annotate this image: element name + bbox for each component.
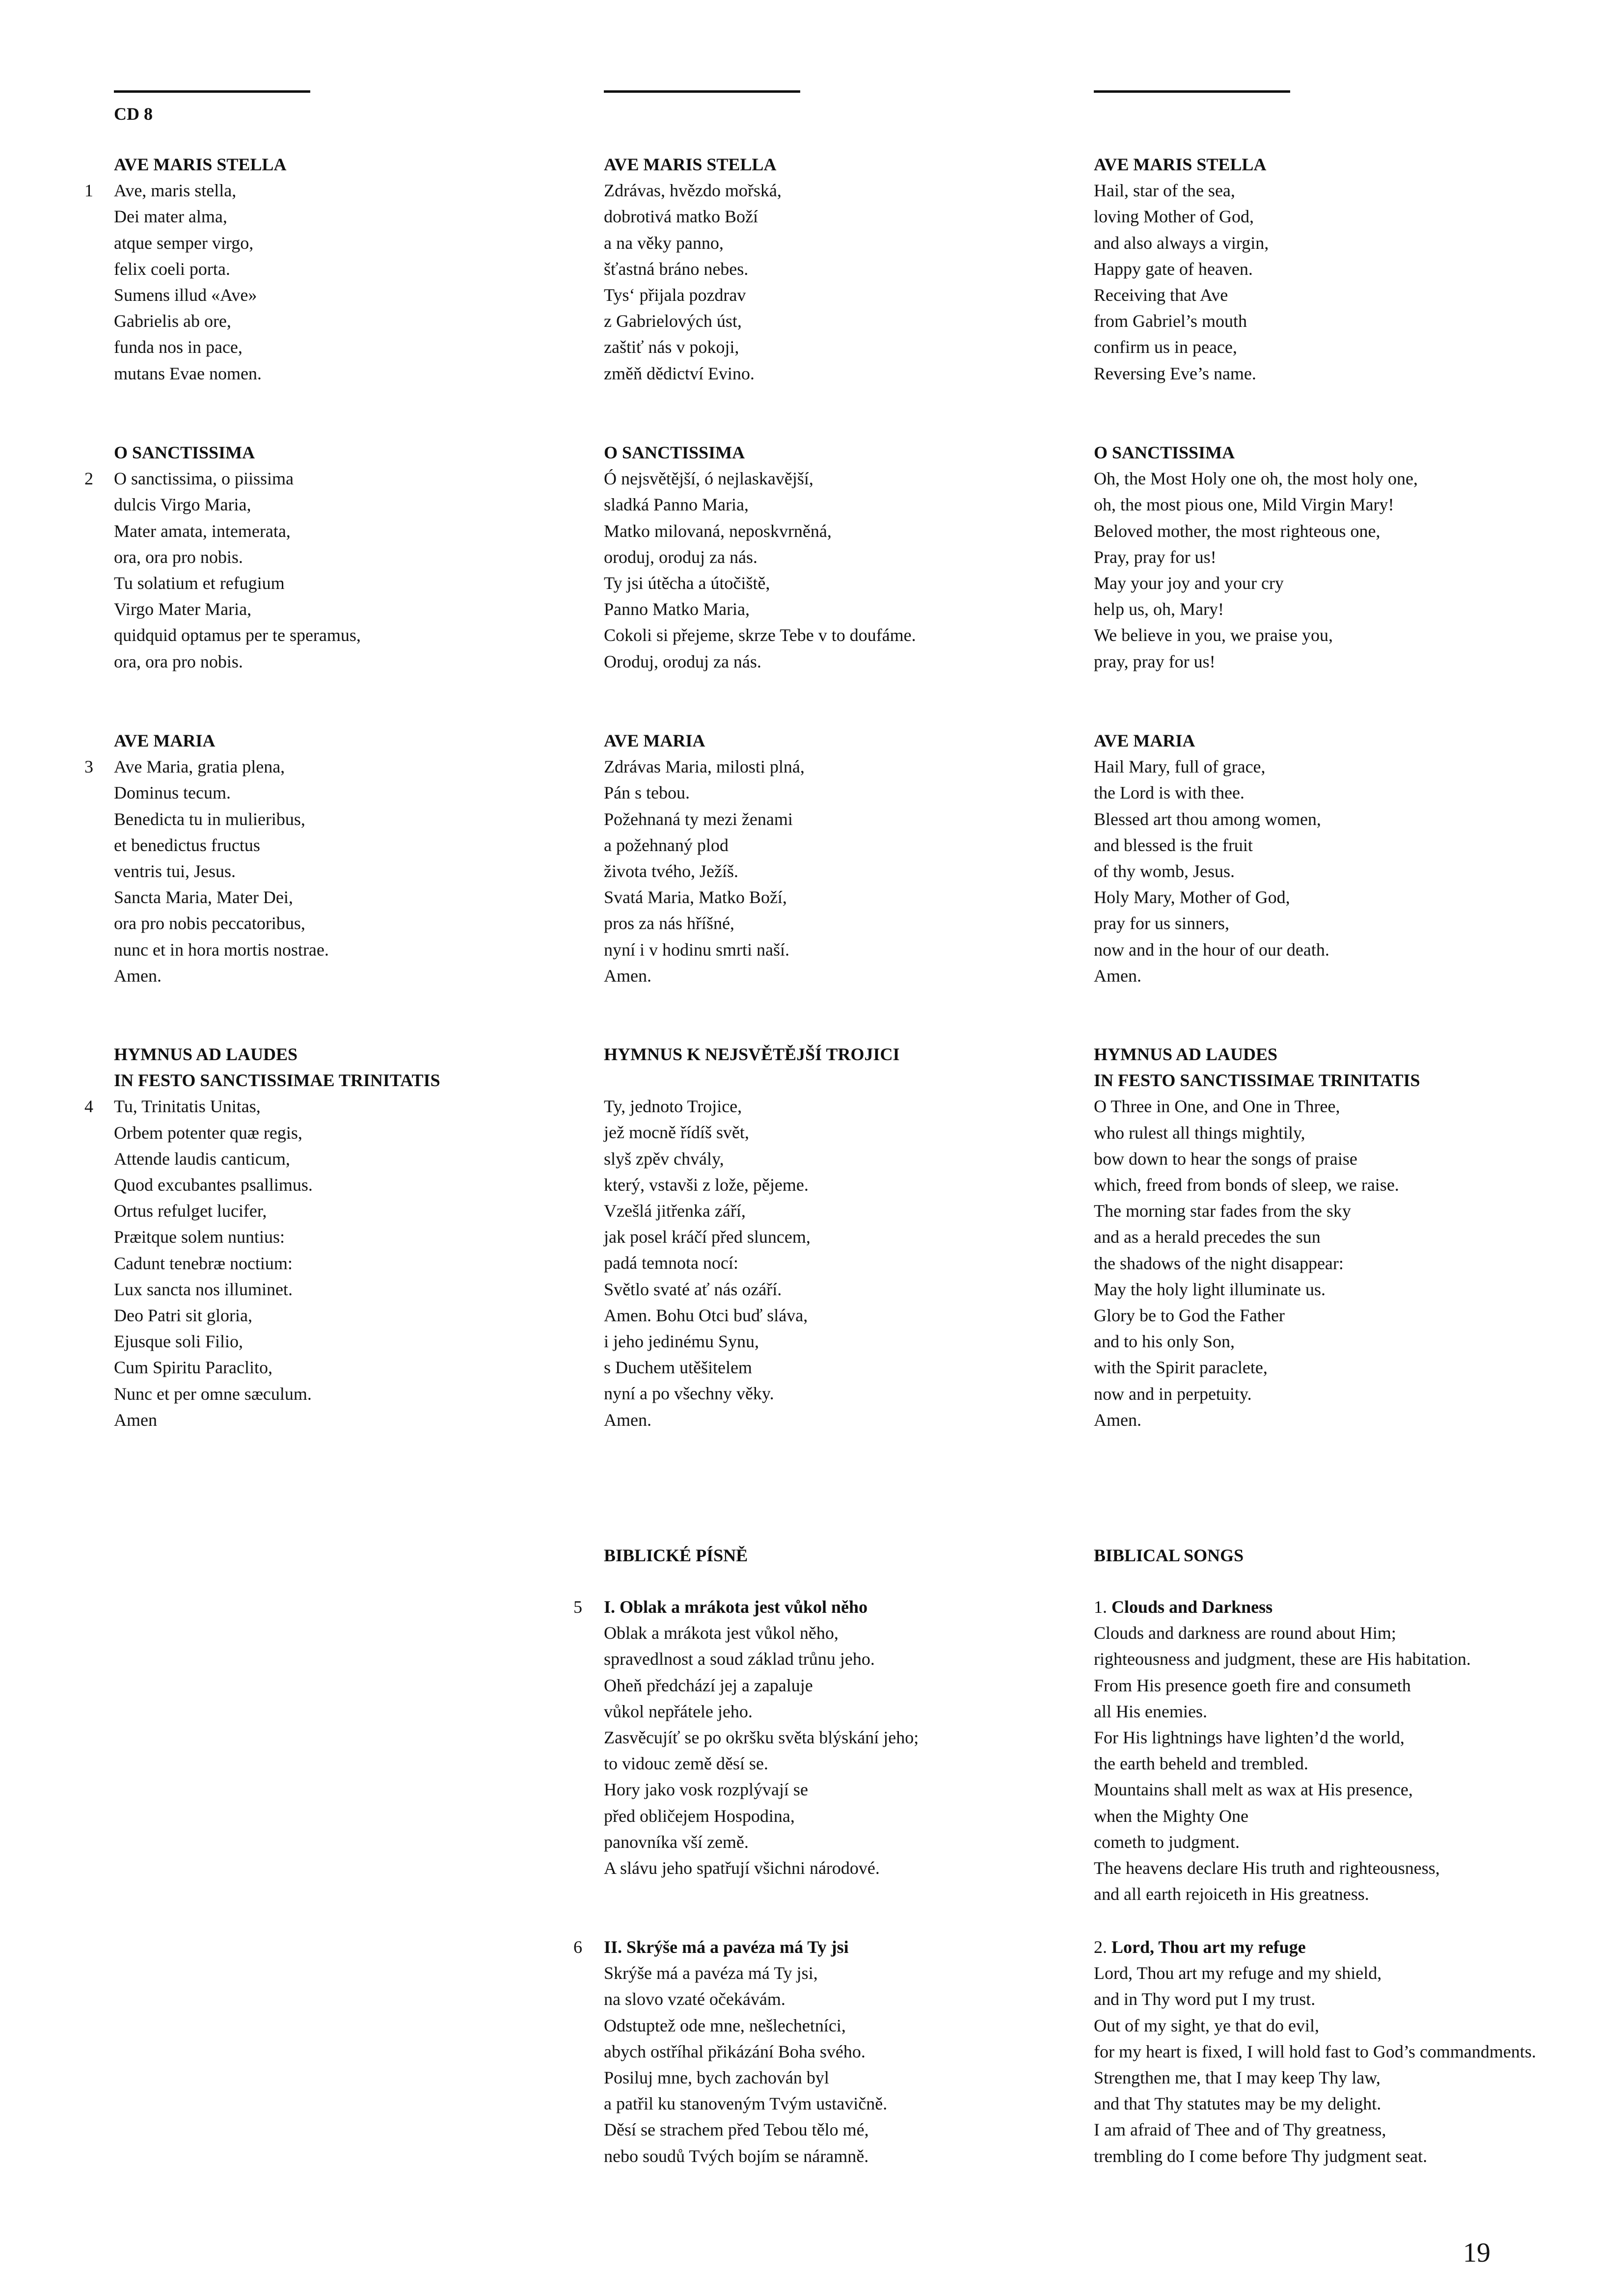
text-line: Oh, the Most Holy one oh, the most holy one, xyxy=(1094,469,1418,489)
text-line: mutans Evae nomen. xyxy=(114,363,262,383)
text-line: Beloved mother, the most righteous one, xyxy=(1094,521,1380,541)
text-line: života tvého, Ježíš. xyxy=(604,861,738,881)
text-line: Amen. xyxy=(604,965,651,986)
text-line: Gabrielis ab ore, xyxy=(114,311,231,331)
text-line: nyní i v hodinu smrti naší. xyxy=(604,939,789,960)
text-line: Reversing Eve’s name. xyxy=(1094,363,1256,383)
text-line: Světlo svaté ať nás ozáří. xyxy=(604,1279,782,1299)
text-line: of thy womb, Jesus. xyxy=(1094,861,1235,881)
column-rule-latin xyxy=(114,90,310,93)
text-line: Ortus refulget lucifer, xyxy=(114,1201,267,1221)
text-line: Sumens illud «Ave» xyxy=(114,285,257,305)
text-line: z Gabrielových úst, xyxy=(604,311,742,331)
track-number: 2 xyxy=(84,469,93,488)
text-line: Skrýše má a pavéza má Ty jsi, xyxy=(604,1963,818,1983)
text-line: who rulest all things mightily, xyxy=(1094,1122,1305,1143)
text-line: Lux sancta nos illuminet. xyxy=(114,1279,293,1299)
text-line: quidquid optamus per te speramus, xyxy=(114,625,361,645)
biblical-heading-czech: BIBLICKÉ PÍSNĚ xyxy=(604,1546,748,1565)
text-line: now and in the hour of our death. xyxy=(1094,939,1329,960)
text-line: trembling do I come before Thy judgment seat. xyxy=(1094,2146,1428,2166)
section-hymnus-english xyxy=(1094,1041,1420,1433)
text-line: when the Mighty One xyxy=(1094,1806,1248,1826)
text-line: bow down to hear the songs of praise xyxy=(1094,1148,1357,1169)
text-line: Amen. xyxy=(1094,965,1141,986)
text-line: nebo soudů Tvých bojím se náramně. xyxy=(604,2146,869,2166)
track-number: 5 xyxy=(573,1597,582,1617)
text-line: Odstuptež ode mne, nešlechetníci, xyxy=(604,2015,846,2035)
text-line: funda nos in pace, xyxy=(114,337,243,357)
text-line: the Lord is with thee. xyxy=(1094,783,1245,803)
text-line: the shadows of the night disappear: xyxy=(1094,1253,1344,1273)
text-line: šťastná bráno nebes. xyxy=(604,259,749,279)
text-line: which, freed from bonds of sleep, we raise. xyxy=(1094,1175,1399,1195)
text-line: help us, oh, Mary! xyxy=(1094,599,1224,619)
text-line: Vzešlá jitřenka září, xyxy=(604,1201,746,1221)
text-line: změň dědictví Evino. xyxy=(604,363,755,383)
text-line: Ó nejsvětější, ó nejlaskavější, xyxy=(604,469,813,489)
text-line: na slovo vzaté očekávám. xyxy=(604,1989,785,2009)
text-line: with the Spirit paraclete, xyxy=(1094,1358,1268,1378)
text-line: Pán s tebou. xyxy=(604,783,690,803)
text-line: The morning star fades from the sky xyxy=(1094,1201,1351,1221)
text-line: ora, ora pro nobis. xyxy=(114,547,243,567)
song-number: 2. xyxy=(1094,1937,1111,1957)
text-line: dobrotivá matko Boží xyxy=(604,207,758,227)
text-line: padá temnota nocí: xyxy=(604,1253,738,1273)
section-title: AVE MARIS STELLA xyxy=(114,155,287,174)
text-line: Zasvěcujíť se po okršku světa blýskání jeho; xyxy=(604,1728,919,1748)
track-number: 4 xyxy=(84,1096,93,1116)
section-o-sanctissima-english xyxy=(1094,440,1418,675)
text-line: zaštiť nás v pokoji, xyxy=(604,337,739,357)
text-line: Quod excubantes psallimus. xyxy=(114,1175,313,1195)
text-line: and as a herald precedes the sun xyxy=(1094,1227,1321,1247)
text-line: A slávu jeho spatřují všichni národové. xyxy=(604,1858,880,1878)
text-line: ora pro nobis peccatoribus, xyxy=(114,913,305,934)
text-line: all His enemies. xyxy=(1094,1701,1207,1721)
text-line: Amen. xyxy=(114,965,162,986)
text-line: and blessed is the fruit xyxy=(1094,835,1253,855)
text-line: nunc et in hora mortis nostrae. xyxy=(114,939,329,960)
text-line: sladká Panno Maria, xyxy=(604,495,749,515)
text-line: a na věky panno, xyxy=(604,233,724,253)
section-title: IN FESTO SANCTISSIMAE TRINITATIS xyxy=(1094,1070,1420,1091)
text-line: Clouds and darkness are round about Him; xyxy=(1094,1623,1396,1643)
text-line: Matko milovaná, neposkvrněná, xyxy=(604,521,832,541)
text-line: Požehnaná ty mezi ženami xyxy=(604,809,793,829)
text-line: pray for us sinners, xyxy=(1094,913,1229,934)
biblical-song-1-czech xyxy=(604,1594,919,1881)
text-line: který, vstavši z lože, pějeme. xyxy=(604,1175,809,1195)
page-number: 19 xyxy=(1463,2238,1490,2268)
text-line: O sanctissima, o piissima xyxy=(114,469,294,489)
text-line: Ave, maris stella, xyxy=(114,181,237,201)
text-line: May the holy light illuminate us. xyxy=(1094,1279,1326,1299)
text-line: Oheň předchází jej a zapaluje xyxy=(604,1675,813,1695)
text-line: a požehnaný plod xyxy=(604,835,729,855)
text-line: righteousness and judgment, these are His habitation. xyxy=(1094,1649,1471,1669)
text-line: for my heart is fixed, I will hold fast to God’s commandments. xyxy=(1094,2041,1536,2061)
text-line: and all earth rejoiceth in His greatness. xyxy=(1094,1884,1369,1904)
section-title: O SANCTISSIMA xyxy=(604,443,745,462)
text-line: Tu solatium et refugium xyxy=(114,573,285,593)
text-line: ventris tui, Jesus. xyxy=(114,861,236,881)
text-line: Cokoli si přejeme, skrze Tebe v to doufáme. xyxy=(604,625,916,645)
song-title: Clouds and Darkness xyxy=(1111,1597,1273,1617)
text-line: Mater amata, intemerata, xyxy=(114,521,291,541)
text-line: Zdrávas, hvězdo mořská, xyxy=(604,181,782,201)
text-line: loving Mother of God, xyxy=(1094,207,1254,227)
text-line: i jeho jedinému Synu, xyxy=(604,1332,759,1352)
text-line: From His presence goeth fire and consumeth xyxy=(1094,1675,1411,1695)
text-line: Sancta Maria, Mater Dei, xyxy=(114,887,293,908)
text-line: Blessed art thou among women, xyxy=(1094,809,1321,829)
text-line: Attende laudis canticum, xyxy=(114,1148,290,1169)
track-number: 6 xyxy=(573,1937,582,1957)
text-line: Strengthen me, that I may keep Thy law, xyxy=(1094,2068,1380,2088)
text-line: May your joy and your cry xyxy=(1094,573,1284,593)
text-line: felix coeli porta. xyxy=(114,259,230,279)
text-line: jež mocně řídíš svět, xyxy=(604,1122,749,1143)
text-line: cometh to judgment. xyxy=(1094,1832,1240,1852)
text-line: Ty jsi útěcha a útočiště, xyxy=(604,573,770,593)
text-line: Oroduj, oroduj za nás. xyxy=(604,651,761,671)
text-line: a patřil ku stanoveným Tvým ustavičně. xyxy=(604,2094,888,2114)
song-title: II. Skrýše má a pavéza má Ty jsi xyxy=(604,1937,849,1957)
text-line: slyš zpěv chvály, xyxy=(604,1148,724,1169)
section-title: AVE MARIA xyxy=(114,731,216,750)
text-line: Cadunt tenebræ noctium: xyxy=(114,1253,293,1273)
text-line: Ave Maria, gratia plena, xyxy=(114,757,285,777)
text-line: Děsí se strachem před Tebou tělo mé, xyxy=(604,2120,869,2140)
text-line: and also always a virgin, xyxy=(1094,233,1269,253)
text-line: jak posel kráčí před sluncem, xyxy=(604,1227,811,1247)
text-line: confirm us in peace, xyxy=(1094,337,1237,357)
text-line: Holy Mary, Mother of God, xyxy=(1094,887,1290,908)
text-line: Hail Mary, full of grace, xyxy=(1094,757,1266,777)
song-title: Lord, Thou art my refuge xyxy=(1111,1937,1306,1957)
text-line: Out of my sight, ye that do evil, xyxy=(1094,2015,1319,2035)
section-ave-maris-stella-latin xyxy=(114,152,286,387)
text-line: oh, the most pious one, Mild Virgin Mary! xyxy=(1094,495,1394,515)
section-title: HYMNUS AD LAUDES xyxy=(1094,1044,1278,1064)
text-line: Receiving that Ave xyxy=(1094,285,1228,305)
section-hymnus-czech xyxy=(604,1041,899,1433)
section-o-sanctissima-latin xyxy=(114,440,361,675)
text-line: Deo Patri sit gloria, xyxy=(114,1306,252,1326)
text-line: Lord, Thou art my refuge and my shield, xyxy=(1094,1963,1382,1983)
text-line: from Gabriel’s mouth xyxy=(1094,311,1247,331)
text-line: et benedictus fructus xyxy=(114,835,260,855)
text-line: Tys‘ přijala pozdrav xyxy=(604,285,746,305)
text-line: Hory jako vosk rozplývají se xyxy=(604,1780,808,1800)
text-line: and to his only Son, xyxy=(1094,1332,1235,1352)
section-title: HYMNUS AD LAUDES xyxy=(114,1044,298,1064)
section-title: AVE MARIA xyxy=(1094,731,1195,750)
text-line: nyní a po všechny věky. xyxy=(604,1384,774,1404)
text-line: Svatá Maria, Matko Boží, xyxy=(604,887,787,908)
section-ave-maria-latin xyxy=(114,728,329,989)
text-line: Dei mater alma, xyxy=(114,207,227,227)
text-line: Glory be to God the Father xyxy=(1094,1306,1285,1326)
text-line: Mountains shall melt as wax at His presence, xyxy=(1094,1780,1413,1800)
text-line: Ty, jednoto Trojice, xyxy=(604,1096,742,1117)
text-line: Oblak a mrákota jest vůkol něho, xyxy=(604,1623,839,1643)
text-line: pray, pray for us! xyxy=(1094,651,1216,671)
text-line: Posiluj mne, bych zachován byl xyxy=(604,2068,829,2088)
text-line: Zdrávas Maria, milosti plná, xyxy=(604,757,805,777)
text-line: s Duchem utěšitelem xyxy=(604,1358,752,1378)
section-title: O SANCTISSIMA xyxy=(114,443,255,462)
column-rule-english xyxy=(1094,90,1290,93)
text-line: Virgo Mater Maria, xyxy=(114,599,252,619)
text-line: Nunc et per omne sæculum. xyxy=(114,1384,312,1404)
section-title: AVE MARIS STELLA xyxy=(1094,155,1267,174)
biblical-song-2-english xyxy=(1094,1934,1536,2169)
text-line: vůkol nepřátele jeho. xyxy=(604,1701,753,1721)
text-line: ora, ora pro nobis. xyxy=(114,651,243,671)
text-line: spravedlnost a soud základ trůnu jeho. xyxy=(604,1649,875,1669)
text-line: O Three in One, and One in Three, xyxy=(1094,1096,1340,1117)
text-line: and that Thy statutes may be my delight. xyxy=(1094,2094,1381,2114)
section-ave-maria-czech xyxy=(604,728,805,989)
text-line: the earth beheld and trembled. xyxy=(1094,1754,1308,1774)
section-title: O SANCTISSIMA xyxy=(1094,443,1235,462)
text-line: dulcis Virgo Maria, xyxy=(114,495,251,515)
cd-label: CD 8 xyxy=(114,104,153,124)
section-ave-maria-english xyxy=(1094,728,1329,989)
text-line: now and in perpetuity. xyxy=(1094,1384,1252,1404)
text-line: For His lightnings have lighten’d the world, xyxy=(1094,1728,1405,1748)
text-line: Tu, Trinitatis Unitas, xyxy=(114,1096,261,1117)
biblical-song-1-english xyxy=(1094,1594,1471,1907)
text-line: pros za nás hříšné, xyxy=(604,913,734,934)
section-ave-maris-stella-czech xyxy=(604,152,782,387)
text-line: Amen. xyxy=(604,1410,651,1430)
text-line: Hail, star of the sea, xyxy=(1094,181,1235,201)
text-line: Amen. xyxy=(1094,1410,1141,1430)
track-number: 3 xyxy=(84,757,93,776)
text-line: panovníka vší země. xyxy=(604,1832,749,1852)
text-line: Amen. Bohu Otci buď sláva, xyxy=(604,1305,808,1325)
text-line: Pray, pray for us! xyxy=(1094,547,1217,567)
text-line: Dominus tecum. xyxy=(114,783,231,803)
text-line: Cum Spiritu Paraclito, xyxy=(114,1358,272,1378)
text-line: The heavens declare His truth and righteousness, xyxy=(1094,1858,1440,1878)
song-title: I. Oblak a mrákota jest vůkol něho xyxy=(604,1597,868,1617)
text-line: I am afraid of Thee and of Thy greatness, xyxy=(1094,2120,1386,2140)
section-o-sanctissima-czech xyxy=(604,440,916,675)
text-line: and in Thy word put I my trust. xyxy=(1094,1989,1316,2009)
text-line: abych ostříhal přikázání Boha svého. xyxy=(604,2041,866,2061)
section-title: AVE MARIS STELLA xyxy=(604,155,777,174)
biblical-song-2-czech xyxy=(604,1934,887,2169)
song-number: 1. xyxy=(1094,1597,1111,1617)
text-line: Benedicta tu in mulieribus, xyxy=(114,809,305,829)
text-line: Orbem potenter quæ regis, xyxy=(114,1122,302,1143)
text-line: Ejusque soli Filio, xyxy=(114,1332,244,1352)
text-line: Præitque solem nuntius: xyxy=(114,1227,285,1247)
column-rule-czech xyxy=(604,90,800,93)
biblical-heading-english: BIBLICAL SONGS xyxy=(1094,1546,1244,1565)
section-title: HYMNUS K NEJSVĚTĚJŠÍ TROJICI xyxy=(604,1044,900,1064)
section-title: AVE MARIA xyxy=(604,731,705,750)
text-line: Panno Matko Maria, xyxy=(604,599,750,619)
track-number: 1 xyxy=(84,181,93,200)
text-line: Amen xyxy=(114,1410,157,1430)
section-title: IN FESTO SANCTISSIMAE TRINITATIS xyxy=(114,1070,440,1091)
text-line: Happy gate of heaven. xyxy=(1094,259,1253,279)
text-line: před obličejem Hospodina, xyxy=(604,1806,795,1826)
section-ave-maris-stella-english xyxy=(1094,152,1269,387)
section-hymnus-latin xyxy=(114,1041,440,1433)
text-line: atque semper virgo, xyxy=(114,233,254,253)
text-line: to vidouc země děsí se. xyxy=(604,1754,768,1774)
text-line: We believe in you, we praise you, xyxy=(1094,625,1333,645)
text-line: oroduj, oroduj za nás. xyxy=(604,547,758,567)
